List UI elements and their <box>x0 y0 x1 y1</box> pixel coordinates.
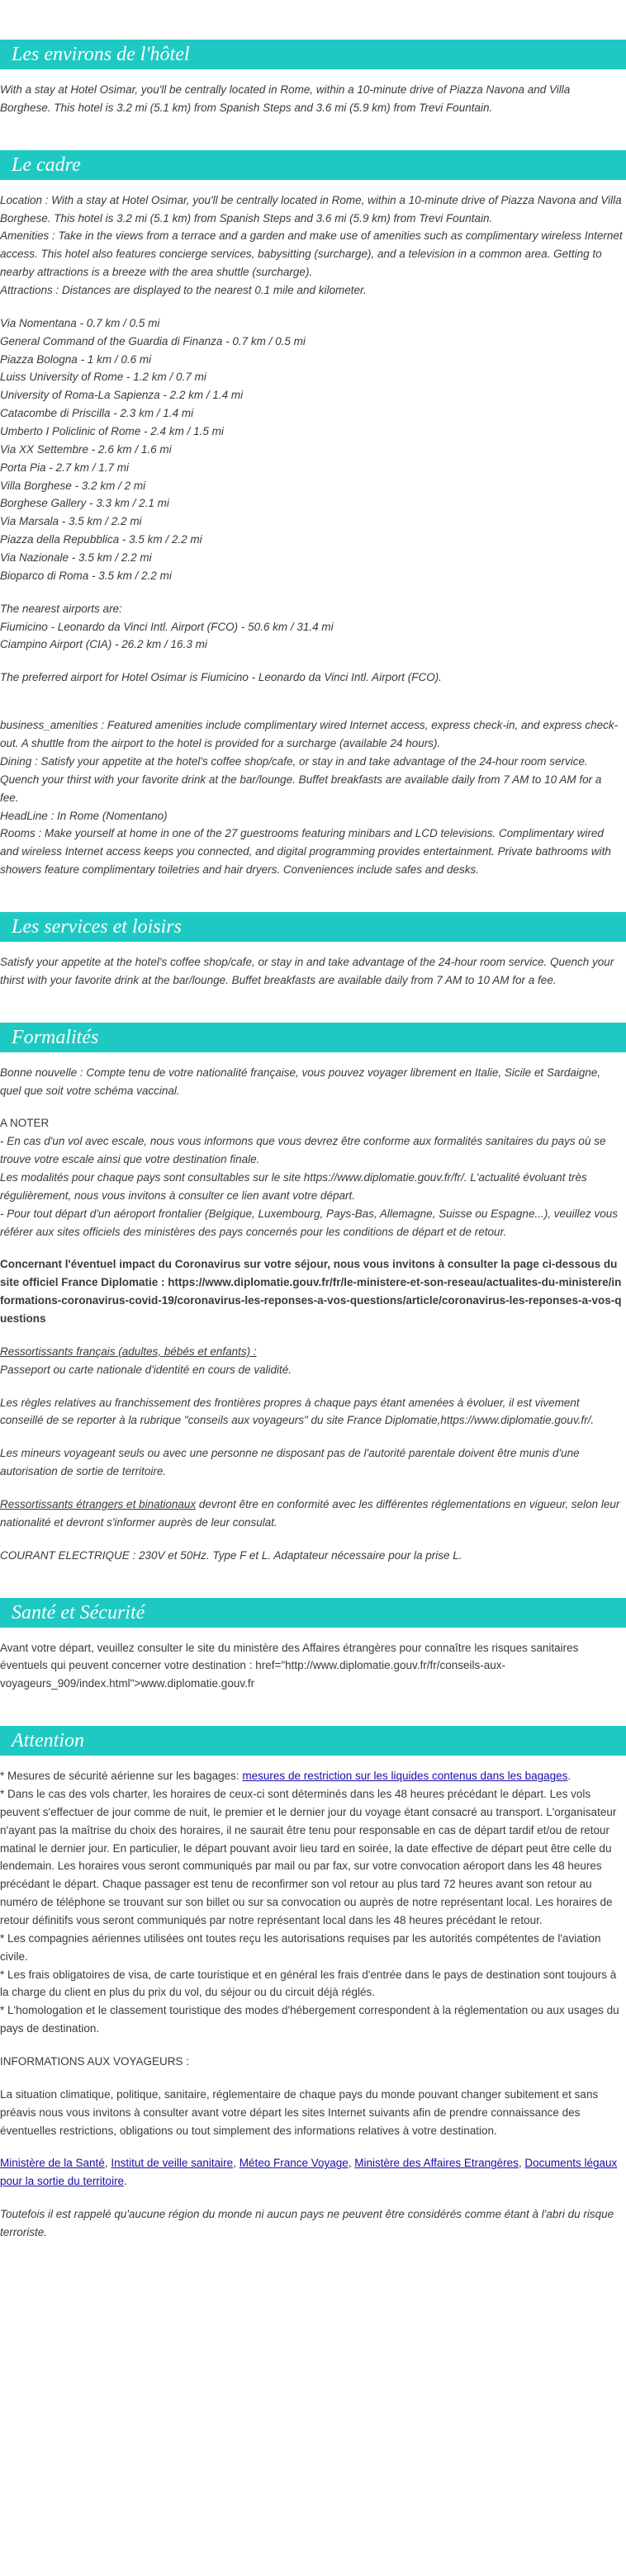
dining-text: Dining : Satisfy your appetite at the hotel's coffee shop/cafe, or stay in and take advantage of the 24-hour room service. Quench your thirst with your favorite drink at the bar/lounge. Buffet breakfasts are available daily from 7 AM to 10 AM for a fee. <box>0 754 602 804</box>
section-sante <box>0 1598 626 1694</box>
cadre-amenities: Amenities : Take in the views from a terrace and a garden and make use of amenities such as complimentary wireless Internet access. This hotel also features concierge services, babysitting (surcharge), and a television in a common area. Getting to nearby attractions is a breeze with the area shuttle (surcharge). <box>0 229 623 279</box>
section-attention <box>0 1726 626 2242</box>
distance-item: Porta Pia - 2.7 km / 1.7 mi <box>0 461 130 474</box>
ressortissants-etr <box>0 1496 623 1532</box>
distance-item: Via Marsala - 3.5 km / 2.2 mi <box>0 515 142 528</box>
homologation-text: * L'homologation et le classement touristique des modes d'hébergement correspondent à la réglementation ou aux usages du pays de destination. <box>0 2004 619 2035</box>
mesures-suffix: . <box>567 1770 571 1783</box>
info-voyageurs-text: La situation climatique, politique, sanitaire, réglementaire de chaque pays du monde pouvant changer subitement et sans préavis nous vous invitons à consulter avant votre départ les sites Internet suivants afin de prendre connaissance des éventuelles restrictions, obligations ou tout simplement des informations relatives à votre destination. <box>0 2087 599 2137</box>
distance-item: General Command of the Guardia di Finanza - 0.7 km / 0.5 mi <box>0 334 306 347</box>
distance-item: Catacombe di Priscilla - 2.3 km / 1.4 mi <box>0 407 194 420</box>
mesures-prefix: * Mesures de sécurité aérienne sur les bagages: <box>0 1770 243 1783</box>
distance-item: Piazza Bologna - 1 km / 0.6 mi <box>0 352 152 366</box>
link-separator: , <box>104 2157 111 2170</box>
distance-item: Villa Borghese - 3.2 km / 2 mi <box>0 479 146 492</box>
environs-text: With a stay at Hotel Osimar, you'll be centrally located in Rome, within a 10-minute drive of Piazza Navona and Villa Borghese. This hotel is 3.2 mi (5.1 km) from Spanish Steps and 3.6 mi (5.9 km) from Trevi Fountain. <box>0 83 571 114</box>
section-title-formalites: Formalités <box>0 1023 626 1052</box>
sante-text: Avant votre départ, veuillez consulter le site du ministère des Affaires étrangères pour connaître les risques sanitaires éventuels qui peuvent concerner votre destination : href="http://www.diplomatie.gouv.fr/fr/conseils-aux-voyageurs_909/index.html">www.diplomatie.gouv.fr <box>0 1641 579 1690</box>
coronavirus-notice: Concernant l'éventuel impact du Coronavirus sur votre séjour, nous vous invitons à consulter la page ci-dessous du site officiel France Diplomatie : https://www.diplomatie.gouv.fr/fr/le-ministere-et-son-reseau/actualites-du-ministere/informations-coronavirus-covid-19/coronavirus-les-reponses-a-vos-questions/article/coronavirus-les-reponses-a-vos-questions <box>0 1258 622 1325</box>
link-separator: , <box>233 2157 239 2170</box>
info-links <box>0 2154 623 2191</box>
link-separator: , <box>518 2157 525 2170</box>
cadre-attractions: Attractions : Distances are displayed to the nearest 0.1 mile and kilometer. <box>0 284 367 297</box>
courant-electrique: COURANT ELECTRIQUE : 230V et 50Hz. Type F et L. Adaptateur nécessaire pour la prise L. <box>0 1548 462 1562</box>
section-title-sante: Santé et Sécurité <box>0 1598 626 1628</box>
ressortissants-etr-title: Ressortissants étrangers et binationaux <box>0 1497 197 1510</box>
preferred-airport: The preferred airport for Hotel Osimar is Fiumicino - Leonardo da Vinci Intl. Airport (FCO). <box>0 671 442 684</box>
section-cadre <box>0 150 626 879</box>
services-text: Satisfy your appetite at the hotel's coffee shop/cafe, or stay in and take advantage of the 24-hour room service. Quench your thirst with your favorite drink at the bar/lounge. Buffet breakfasts are available daily from 7 AM to 10 AM for a fee. <box>0 955 614 986</box>
distance-item: Umberto I Policlinic of Rome - 2.4 km / 1.5 mi <box>0 425 224 438</box>
business-amenities: business_amenities : Featured amenities include complimentary wired Internet access, express check-in, and express check-out. A shuttle from the airport to the hotel is provided for a surcharge (available 24 hours). <box>0 719 619 750</box>
distance-item: Via XX Settembre - 2.6 km / 1.6 mi <box>0 442 172 456</box>
distance-list <box>0 314 623 585</box>
headline-text: HeadLine : In Rome (Nomentano) <box>0 809 168 822</box>
mesures-securite <box>0 1767 623 1785</box>
noter-item: - Pour tout départ d'un aéroport frontalier (Belgique, Luxembourg, Pays-Bas, Allemagne, Suisse ou Espagne...), veuillez vous référer aux sites officiels des ministères des pays concernés pour les conditions de départ et de retour. <box>0 1207 618 1238</box>
link-end: . <box>124 2175 127 2188</box>
link-documents-legaux[interactable]: Documents légaux pour la sortie du territoire <box>0 2157 618 2188</box>
section-title-cadre: Le cadre <box>0 150 626 180</box>
distance-item: Piazza della Repubblica - 3.5 km / 2.2 mi <box>0 533 202 546</box>
link-ministere-sante[interactable]: Ministère de la Santé <box>0 2157 105 2170</box>
toutefois-text: Toutefois il est rappelé qu'aucune région du monde ni aucun pays ne peuvent être considérés comme étant à l'abri du risque terroriste. <box>0 2208 614 2239</box>
vols-charter-text: * Dans le cas des vols charter, les horaires de ceux-ci sont déterminés dans les 48 heures précédant le départ. Les vols peuvent s'effectuer de jour comme de nuit, le premier et le dernier jour du voyage étant consacré au transport. L'organisateur n'ayant pas la maîtrise du choix des horaires, il ne saurait être tenu pour responsable en cas de départ tardif et/ou de retour matinal le dernier jour. En particulier, le départ pouvant avoir lieu tard en soirée, la date effective de départ peut être celle du lendemain. Les horaires vous seront communiqués par mail ou par fax, sur votre convocation aéroport dans les 48 heures précédant le départ. Chaque passager est tenu de reconfirmer son vol retour au plus tard 72 heures avant son retour au numéro de téléphone se trouvant sur son billet ou sur sa convocation ou auprès de notre représentant local. Les horaires de retour définitifs vous seront communiqués par notre représentant local dans les 48 heures précédant le retour. <box>0 1788 617 1927</box>
link-meteo-france[interactable]: Méteo France Voyage <box>239 2157 349 2170</box>
distance-item: Borghese Gallery - 3.3 km / 2.1 mi <box>0 497 169 510</box>
distance-item: University of Roma-La Sapienza - 2.2 km / 1.4 mi <box>0 389 244 402</box>
bonne-nouvelle: Bonne nouvelle : Compte tenu de votre nationalité française, vous pouvez voyager librement en Italie, Sicile et Sardaigne, quel que soit votre schéma vaccinal. <box>0 1066 601 1097</box>
section-formalites <box>0 1023 626 1565</box>
section-environs <box>0 40 626 117</box>
airport-item: Ciampino Airport (CIA) - 26.2 km / 16.3 mi <box>0 638 207 651</box>
mineurs-text: Les mineurs voyageant seuls ou avec une personne ne disposant pas de l'autorité parentale doivent être munis d'une autorisation de sortie de territoire. <box>0 1447 580 1478</box>
noter-title: A NOTER <box>0 1117 50 1130</box>
link-separator: , <box>348 2157 355 2170</box>
noter-item: Les modalités pour chaque pays sont consultables sur le site https://www.diplomatie.gouv.fr/fr/. L'actualité évoluant très régulièrement, nous vous invitons à consulter ce lien avant votre départ. <box>0 1170 587 1202</box>
ressortissants-fr-text: Passeport ou carte nationale d'identité en cours de validité. <box>0 1363 292 1376</box>
distance-item: Via Nazionale - 3.5 km / 2.2 mi <box>0 551 152 565</box>
section-services <box>0 912 626 990</box>
regles-frontieres: Les règles relatives au franchissement des frontières propres à chaque pays étant amenées à évoluer, il est vivement conseillé de se reporter à la rubrique "conseils aux voyageurs" du site France Diplomatie,https://www.diplomatie.gouv.fr/. <box>0 1396 595 1427</box>
compagnies-text: * Les compagnies aériennes utilisées ont toutes reçu les autorisations requises par les autorités compétentes de l'aviation civile. <box>0 1931 601 1963</box>
info-voyageurs-title: INFORMATIONS AUX VOYAGEURS : <box>0 2055 190 2068</box>
section-title-attention: Attention <box>0 1726 626 1756</box>
section-title-environs: Les environs de l'hôtel <box>0 40 626 69</box>
ressortissants-fr-title: Ressortissants français (adultes, bébés et enfants) : <box>0 1345 257 1358</box>
frais-text: * Les frais obligatoires de visa, de carte touristique et en général les frais d'entrée dans le pays de destination sont toujours à la charge du client en plus du prix du vol, du séjour ou du circuit déjà réglés. <box>0 1968 617 1999</box>
noter-item: - En cas d'un vol avec escale, nous vous informons que vous devrez être conforme aux formalités sanitaires du pays où se trouve votre escale ainsi que votre destination finale. <box>0 1135 606 1166</box>
ressortissants-etr-text: devront être en conformité avec les différentes réglementations en vigueur, selon leur nationalité et devront s'informer auprès de leur consulat. <box>0 1497 620 1529</box>
distance-item: Via Nomentana - 0.7 km / 0.5 mi <box>0 316 160 329</box>
airport-item: Fiumicino - Leonardo da Vinci Intl. Airport (FCO) - 50.6 km / 31.4 mi <box>0 620 334 633</box>
airports-title: The nearest airports are: <box>0 602 122 615</box>
mesures-restriction-link[interactable]: mesures de restriction sur les liquides contenus dans les bagages <box>242 1770 568 1783</box>
distance-item: Bioparco di Roma - 3.5 km / 2.2 mi <box>0 569 172 582</box>
rooms-text: Rooms : Make yourself at home in one of the 27 guestrooms featuring minibars and LCD televisions. Complimentary wired and wireless Internet access keeps you connected, and digital programming provides entertainment. Private bathrooms with showers feature complimentary toiletries and hair dryers. Conveniences include safes and desks. <box>0 827 611 877</box>
cadre-location: Location : With a stay at Hotel Osimar, you'll be centrally located in Rome, within a 10-minute drive of Piazza Navona and Villa Borghese. This hotel is 3.2 mi (5.1 km) from Spanish Steps and 3.6 mi (5.9 km) from Trevi Fountain. <box>0 193 622 225</box>
distance-item: Luiss University of Rome - 1.2 km / 0.7 mi <box>0 371 206 384</box>
link-affaires-etrangeres[interactable]: Ministère des Affaires Etrangères <box>354 2157 519 2170</box>
section-title-services: Les services et loisirs <box>0 912 626 942</box>
link-veille-sanitaire[interactable]: Institut de veille sanitaire <box>111 2157 234 2170</box>
